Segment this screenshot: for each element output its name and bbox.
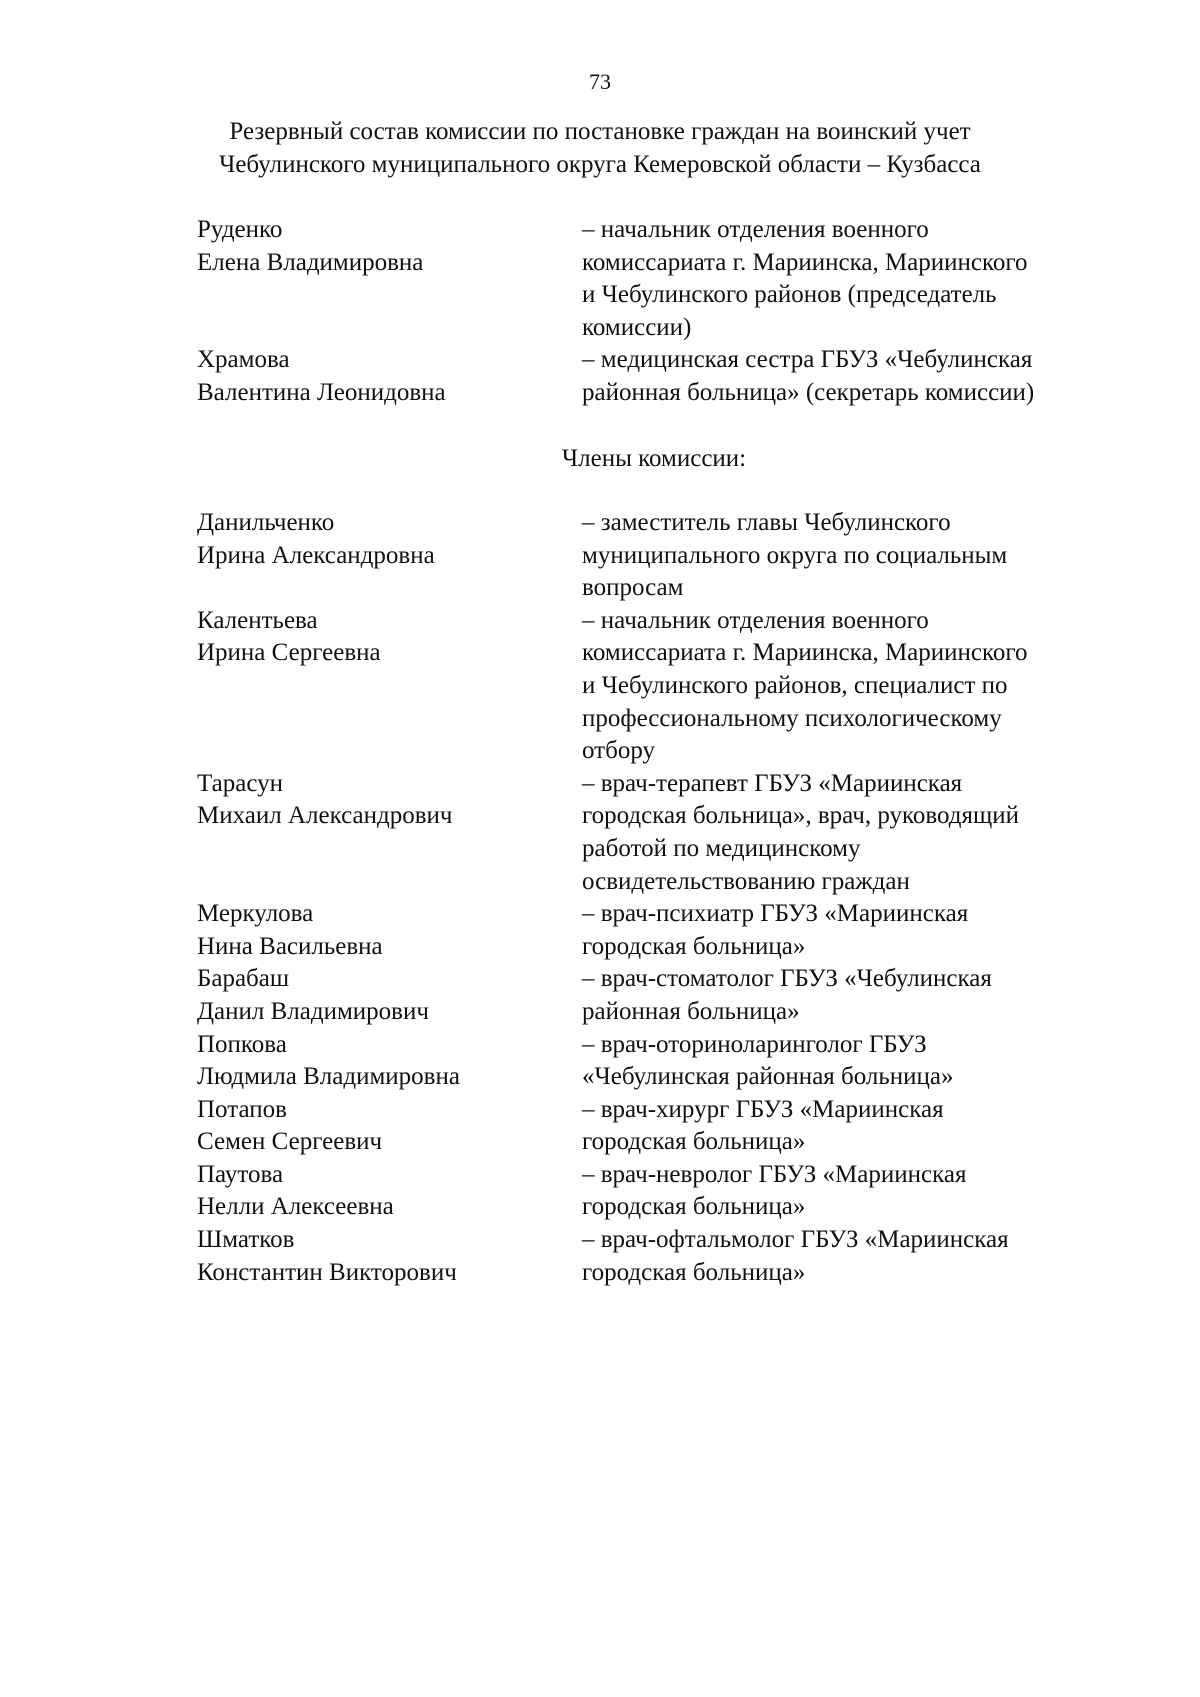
person-role: – врач-психиатр ГБУЗ «Мариинская городская больница»	[582, 900, 969, 960]
person-surname: Потапов	[197, 1095, 287, 1123]
person-given-names: Елена Владимировна	[197, 248, 424, 276]
person-surname: Меркулова	[197, 900, 314, 928]
person-role: – заместитель главы Чебулинского муниципального округа по социальным вопросам	[582, 509, 1008, 602]
member-entry	[197, 605, 1117, 768]
person-surname: Паутова	[197, 1160, 284, 1188]
person-given-names: Нелли Алексеевна	[197, 1193, 394, 1221]
person-surname: Барабаш	[197, 965, 290, 993]
person-role: – врач-оториноларинголог ГБУЗ «Чебулинская районная больница»	[582, 1030, 954, 1091]
member-entry	[197, 1029, 1117, 1094]
document-title-line-2: Чебулинского муниципального округа Кемеровской области – Кузбасса	[219, 151, 981, 178]
person-surname: Калентьева	[197, 606, 318, 634]
person-given-names: Данил Владимирович	[197, 997, 429, 1025]
person-role: – врач-стоматолог ГБУЗ «Чебулинская районная больница»	[582, 965, 992, 1025]
person-role: – врач-невролог ГБУЗ «Мариинская городская больница»	[582, 1160, 967, 1221]
person-name	[197, 344, 582, 409]
member-entry	[197, 768, 1117, 898]
members-list	[197, 507, 1117, 1289]
document-title	[150, 115, 1050, 181]
members-heading: Члены комиссии:	[561, 445, 747, 472]
person-name	[197, 1159, 582, 1224]
leadership-entry-secretary	[197, 344, 1117, 409]
person-given-names: Семен Сергеевич	[197, 1128, 383, 1156]
person-role: – врач-хирург ГБУЗ «Мариинская городская больница»	[582, 1095, 944, 1156]
person-given-names: Людмила Владимировна	[197, 1063, 460, 1091]
person-name	[197, 1224, 582, 1289]
person-surname: Храмова	[197, 346, 290, 374]
person-surname: Тарасун	[197, 769, 283, 797]
person-given-names: Константин Викторович	[197, 1258, 457, 1286]
person-name	[197, 605, 582, 768]
member-entry	[197, 507, 1117, 605]
person-name	[197, 507, 582, 605]
person-name	[197, 898, 582, 963]
person-surname: Попкова	[197, 1030, 287, 1058]
document-title-line-1: Резервный состав комиссии по постановке граждан на воинский учет	[229, 118, 971, 145]
member-entry	[197, 898, 1117, 963]
person-given-names: Валентина Леонидовна	[197, 378, 446, 406]
person-role: – врач-терапевт ГБУЗ «Мариинская городская больница», врач, руководящий работой по медицинскому освидетельствованию граждан	[582, 769, 1019, 895]
person-surname: Шматков	[197, 1226, 295, 1254]
member-entry	[197, 1094, 1117, 1159]
member-entry	[197, 1224, 1117, 1289]
person-name	[197, 1029, 582, 1094]
person-role: – начальник отделения военного комиссариата г. Мариинска, Мариинского и Чебулинского районов, специалист по профессиональному психологическому отбору	[582, 606, 1028, 765]
person-given-names: Нина Васильевна	[197, 932, 383, 960]
member-entry	[197, 1159, 1117, 1224]
leadership-list	[197, 214, 1117, 410]
person-surname: Руденко	[197, 216, 283, 243]
person-surname: Данильченко	[197, 509, 335, 536]
leadership-entry-chair	[197, 214, 1117, 344]
person-name	[197, 768, 582, 898]
person-role: – медицинская сестра ГБУЗ «Чебулинская районная больница» (секретарь комиссии)	[582, 346, 1035, 406]
person-given-names: Ирина Сергеевна	[197, 639, 381, 667]
person-name	[197, 1094, 582, 1159]
member-entry	[197, 963, 1117, 1028]
person-name	[197, 214, 582, 344]
person-given-names: Михаил Александрович	[197, 802, 453, 830]
person-role: – врач-офтальмолог ГБУЗ «Мариинская городская больница»	[582, 1226, 1009, 1286]
page-number: 73	[589, 69, 611, 94]
person-name	[197, 963, 582, 1028]
person-role: – начальник отделения военного комиссариата г. Мариинска, Мариинского и Чебулинского районов (председатель комиссии)	[582, 216, 1028, 341]
person-given-names: Ирина Александровна	[197, 541, 435, 569]
